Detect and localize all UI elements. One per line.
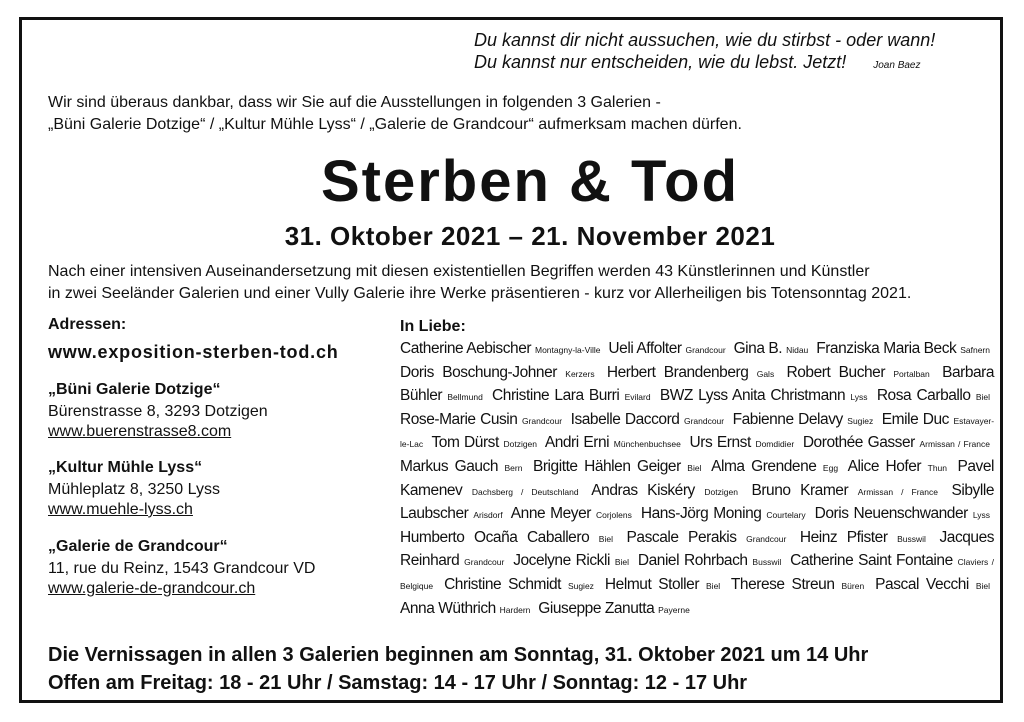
artist-place: Sugiez — [567, 580, 594, 591]
artist-place: Arisdorf — [473, 510, 503, 521]
artist-name: Alma Grendene — [711, 457, 817, 475]
artist-name: Helmut Stoller — [604, 575, 700, 593]
artist-name: Catherine Saint Fontaine — [790, 552, 953, 570]
artist-place: Bern — [504, 462, 523, 473]
artist-place: Dotzigen — [503, 439, 538, 450]
artist-place: Evilard — [624, 392, 651, 403]
artist-place: Armissan / France — [857, 486, 938, 497]
gallery-3-name: „Galerie de Grandcour“ — [48, 538, 228, 555]
artist-place: Nidau — [786, 345, 809, 355]
artist-name: Rose-Marie Cusin — [400, 410, 518, 428]
artist-name: Pavel Kamenev — [400, 457, 995, 499]
description-line-2: in zwei Seeländer Galerien und einer Vully Galerie ihre Werke präsentieren - kurz vor Allerheiligen bis Totensonntag 2021. — [48, 285, 912, 302]
artist-place: Thun — [927, 462, 948, 473]
artist-place: Biel — [975, 392, 991, 403]
artist-place: Grandcour — [685, 345, 726, 355]
artist-name: Jacques Reinhard — [400, 528, 995, 570]
artist-place: Münchenbuchsee — [613, 439, 681, 450]
artist-name: Catherine Aebischer — [400, 340, 532, 357]
artist-place: Armissan / France — [919, 439, 990, 450]
artist-place: Biel — [687, 462, 702, 473]
artist-place: Courtelary — [766, 510, 806, 521]
artist-place: Biel — [975, 580, 991, 591]
artist-list — [400, 338, 994, 621]
artist-place: Domdidier — [755, 439, 795, 450]
artist-place: Montagny-la-Ville — [535, 345, 601, 355]
description-line-1: Nach einer intensiven Auseinandersetzung mit diesen existentiellen Begriffen werden 43 Künstlerinnen und Künstler — [48, 263, 870, 280]
artist-place: Grandcour — [464, 557, 505, 568]
artist-name: Franziska Maria Beck — [816, 340, 957, 357]
artist-place: Biel — [598, 533, 613, 544]
gallery-2-address: Mühleplatz 8, 3250 Lyss — [48, 481, 220, 498]
artist-place: Egg — [822, 462, 839, 473]
gallery-3-address: 11, rue du Reinz, 1543 Grandcour VD — [48, 560, 316, 577]
artist-place: Grandcour — [521, 415, 563, 426]
artist-place: Estavayer-le-Lac — [400, 415, 995, 450]
quote-line-1: Du kannst dir nicht aussuchen, wie du stirbst - oder wann! — [474, 30, 936, 50]
artist-place: Grandcour — [683, 415, 725, 426]
artist-name: Emile Duc — [881, 410, 949, 428]
artist-place: Dachsberg / Deutschland — [471, 486, 579, 497]
artist-name: Herbert Brandenberg — [606, 363, 749, 381]
gallery-3-link[interactable]: www.galerie-de-grandcour.ch — [48, 580, 256, 597]
artist-name: Anne Meyer — [510, 505, 591, 523]
artist-name: Heinz Pfister — [799, 528, 888, 546]
artist-name: Humberto Ocaña Caballero — [400, 528, 590, 546]
artist-name: Hans-Jörg Moning — [640, 505, 762, 523]
artist-place: Biel — [706, 580, 721, 591]
artist-name: Pascal Vecchi — [875, 575, 969, 593]
artist-name: Therese Streun — [730, 575, 835, 593]
artist-name: Rosa Carballo — [876, 387, 971, 405]
artist-name: Doris Boschung-Johner — [400, 363, 557, 381]
artist-place: Corjolens — [595, 510, 632, 521]
gallery-1-link[interactable]: www.buerenstrasse8.com — [48, 423, 232, 440]
artist-name: Giuseppe Zanutta — [538, 599, 655, 617]
artist-place: Grandcour — [746, 533, 787, 544]
gallery-1-name: „Büni Galerie Dotzige“ — [48, 381, 221, 398]
artists-heading: In Liebe: — [400, 318, 466, 335]
quote-author: Joan Baez — [873, 60, 921, 71]
quote-line-2-text: Du kannst nur entscheiden, wie du lebst. Jetzt! — [474, 52, 847, 72]
footer-vernissage: Die Vernissagen in allen 3 Galerien beginnen am Sonntag, 31. Oktober 2021 um 14 Uhr — [48, 644, 869, 666]
artist-name: Gina B. — [733, 340, 783, 357]
artist-place: Bellmund — [447, 392, 483, 403]
gallery-2-link[interactable]: www.muehle-lyss.ch — [48, 501, 193, 518]
artist-name: Christine Lara Burri — [492, 387, 620, 405]
artist-place: Sugiez — [847, 415, 874, 426]
page-title: Sterben & Tod — [320, 149, 740, 214]
artist-place: Claviers / Belgique — [400, 557, 995, 591]
artist-name: Ueli Affolter — [608, 340, 682, 357]
artist-place: Gals — [756, 368, 775, 379]
artist-name: Alice Hofer — [847, 457, 922, 475]
artist-name: Urs Ernst — [689, 434, 751, 452]
artist-name: Doris Neuenschwander — [814, 505, 968, 523]
artist-name: Isabelle Daccord — [570, 410, 680, 428]
artist-name: Daniel Rohrbach — [637, 552, 748, 570]
artist-name: Pascale Perakis — [626, 528, 737, 546]
artist-name: Barbara Bühler — [400, 363, 995, 405]
artist-name: Dorothée Gasser — [802, 434, 915, 452]
footer-opening-hours: Offen am Freitag: 18 - 21 Uhr / Samstag: 14 - 17 Uhr / Sonntag: 12 - 17 Uhr — [48, 672, 748, 694]
quote-line-2 — [474, 51, 921, 77]
artist-name: Tom Dürst — [431, 434, 499, 452]
artist-name: Fabienne Delavy — [732, 410, 843, 428]
artist-place: Büren — [841, 580, 865, 591]
main-website-link[interactable]: www.exposition-sterben-tod.ch — [48, 342, 339, 362]
exhibition-dates: 31. Oktober 2021 – 21. November 2021 — [284, 221, 776, 251]
gallery-1-address: Bürenstrasse 8, 3293 Dotzigen — [48, 403, 268, 420]
artist-place: Payerne — [658, 604, 690, 615]
artist-name: Christine Schmidt — [444, 575, 561, 593]
intro-line-2: „Büni Galerie Dotzige“ / „Kultur Mühle Lyss“ / „Galerie de Grandcour“ aufmerksam machen dürfen. — [48, 116, 742, 133]
artist-name: BWZ Lyss Anita Christmann — [659, 387, 846, 405]
artist-name: Bruno Kramer — [751, 481, 849, 499]
artist-place: Portalban — [893, 368, 930, 379]
artist-place: Busswil — [752, 557, 782, 568]
artist-name: Anna Wüthrich — [400, 599, 496, 617]
artist-name: Markus Gauch — [400, 457, 499, 475]
artist-name: Andri Erni — [544, 434, 610, 452]
artist-place: Lyss — [972, 510, 990, 521]
artist-place: Kerzers — [565, 368, 595, 379]
artist-place: Biel — [614, 557, 629, 568]
artist-name: Sibylle Laubscher — [400, 481, 994, 523]
artist-place: Hardern — [499, 604, 531, 615]
addresses-heading: Adressen: — [48, 316, 127, 333]
artist-place: Busswil — [897, 533, 926, 544]
artist-name: Jocelyne Rickli — [513, 552, 610, 570]
intro-line-1: Wir sind überaus dankbar, dass wir Sie auf die Ausstellungen in folgenden 3 Galerien - — [48, 94, 661, 111]
artist-name: Andras Kiskéry — [591, 481, 695, 499]
artist-name: Robert Bucher — [786, 363, 886, 381]
artist-place: Safnern — [960, 345, 990, 355]
gallery-2-name: „Kultur Mühle Lyss“ — [48, 459, 203, 476]
artist-place: Dotzigen — [704, 486, 738, 497]
artist-name: Brigitte Hählen Geiger — [532, 457, 681, 475]
artist-place: Lyss — [850, 392, 868, 403]
